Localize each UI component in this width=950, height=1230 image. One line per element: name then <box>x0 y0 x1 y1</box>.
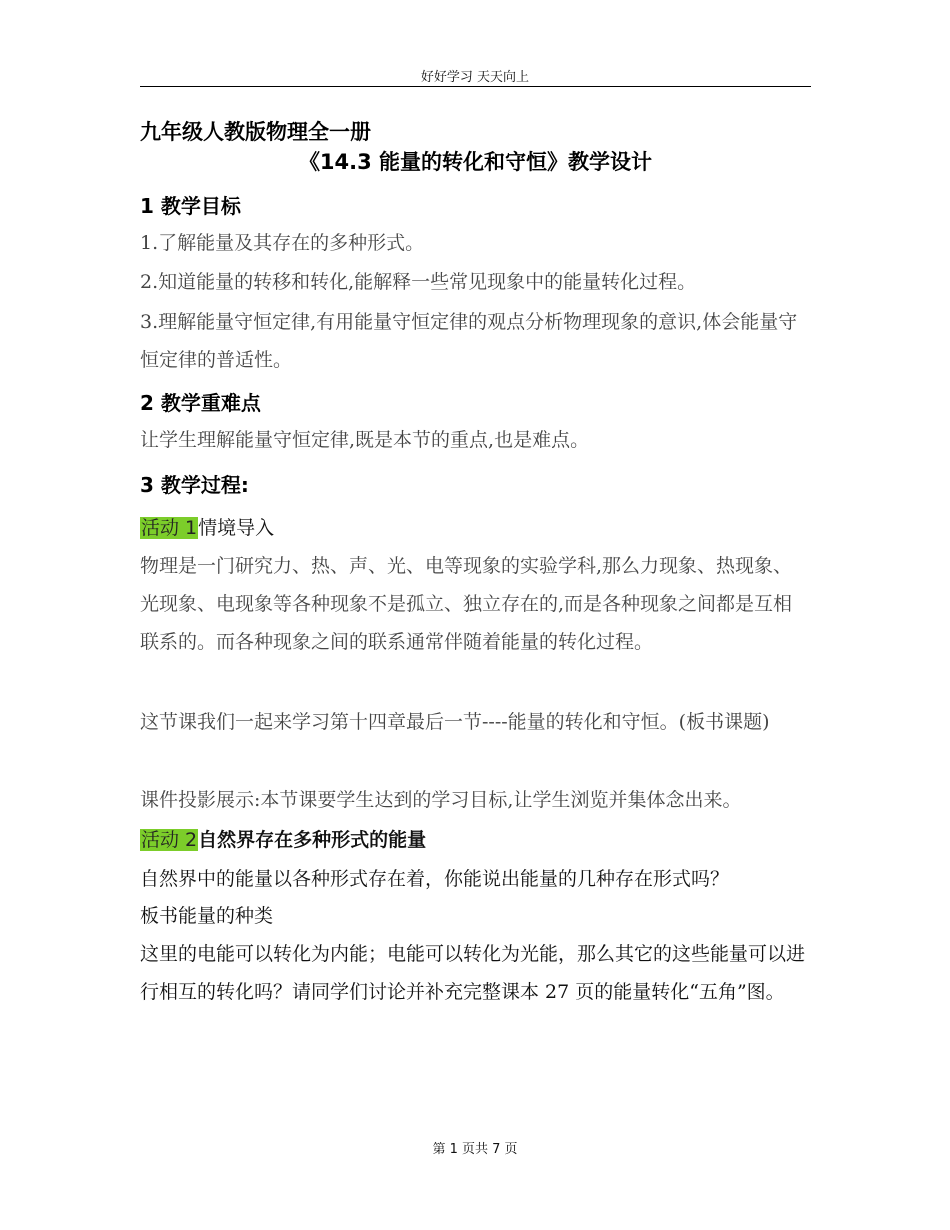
header-divider <box>140 86 811 87</box>
activity-1-tag: 活动 1 <box>141 517 198 539</box>
document-title-line2: 《14.3 能量的转化和守恒》教学设计 <box>298 150 653 174</box>
activity-2-tag: 活动 2 <box>141 829 198 851</box>
section-heading-key-points: 2 教学重难点 <box>140 391 261 415</box>
section-heading-process: 3 教学过程: <box>140 473 249 497</box>
objective-item-2: 2.知道能量的转移和转化,能解释一些常见现象中的能量转化过程。 <box>140 271 697 293</box>
activity-1-paragraph-3: 课件投影展示:本节课要学生达到的学习目标,让学生浏览并集体念出来。 <box>140 789 742 811</box>
activity-1-paragraph-2: 这节课我们一起来学习第十四章最后一节----能量的转化和守恒。(板书课题) <box>140 711 770 733</box>
document-title-line1: 九年级人教版物理全一册 <box>140 120 371 144</box>
objective-item-3: 3.理解能量守恒定律,有用能量守恒定律的观点分析物理现象的意识,体会能量守恒定律的普适性。 <box>140 311 798 371</box>
page-footer: 第 1 页共 7 页 <box>432 1142 518 1157</box>
activity-1-heading <box>140 513 274 540</box>
page-header: 好好学习 天天向上 <box>420 70 530 85</box>
activity-1-title: 情境导入 <box>198 517 275 539</box>
activity-2-title: 自然界存在多种形式的能量 <box>198 829 427 851</box>
activity-2-paragraph-3: 这里的电能可以转化为内能；电能可以转化为光能，那么其它的这些能量可以进行相互的转化吗？请同学们讨论并补充完整课本 27 页的能量转化“五角”图。 <box>140 943 806 1003</box>
activity-2-paragraph-2: 板书能量的种类 <box>140 905 274 927</box>
activity-2-heading <box>140 825 426 852</box>
activity-1-paragraph-1: 物理是一门研究力、热、声、光、电等现象的实验学科,那么力现象、热现象、光现象、电现象等各种现象不是孤立、独立存在的,而是各种现象之间都是互相联系的。而各种现象之间的联系通常伴随着能量的转化过程。 <box>140 555 793 653</box>
key-points-text: 让学生理解能量守恒定律,既是本节的重点,也是难点。 <box>140 429 590 451</box>
section-heading-objectives: 1 教学目标 <box>140 194 241 218</box>
objective-item-1: 1.了解能量及其存在的多种形式。 <box>140 232 425 254</box>
activity-2-paragraph-1: 自然界中的能量以各种形式存在着，你能说出能量的几种存在形式吗？ <box>140 868 730 890</box>
